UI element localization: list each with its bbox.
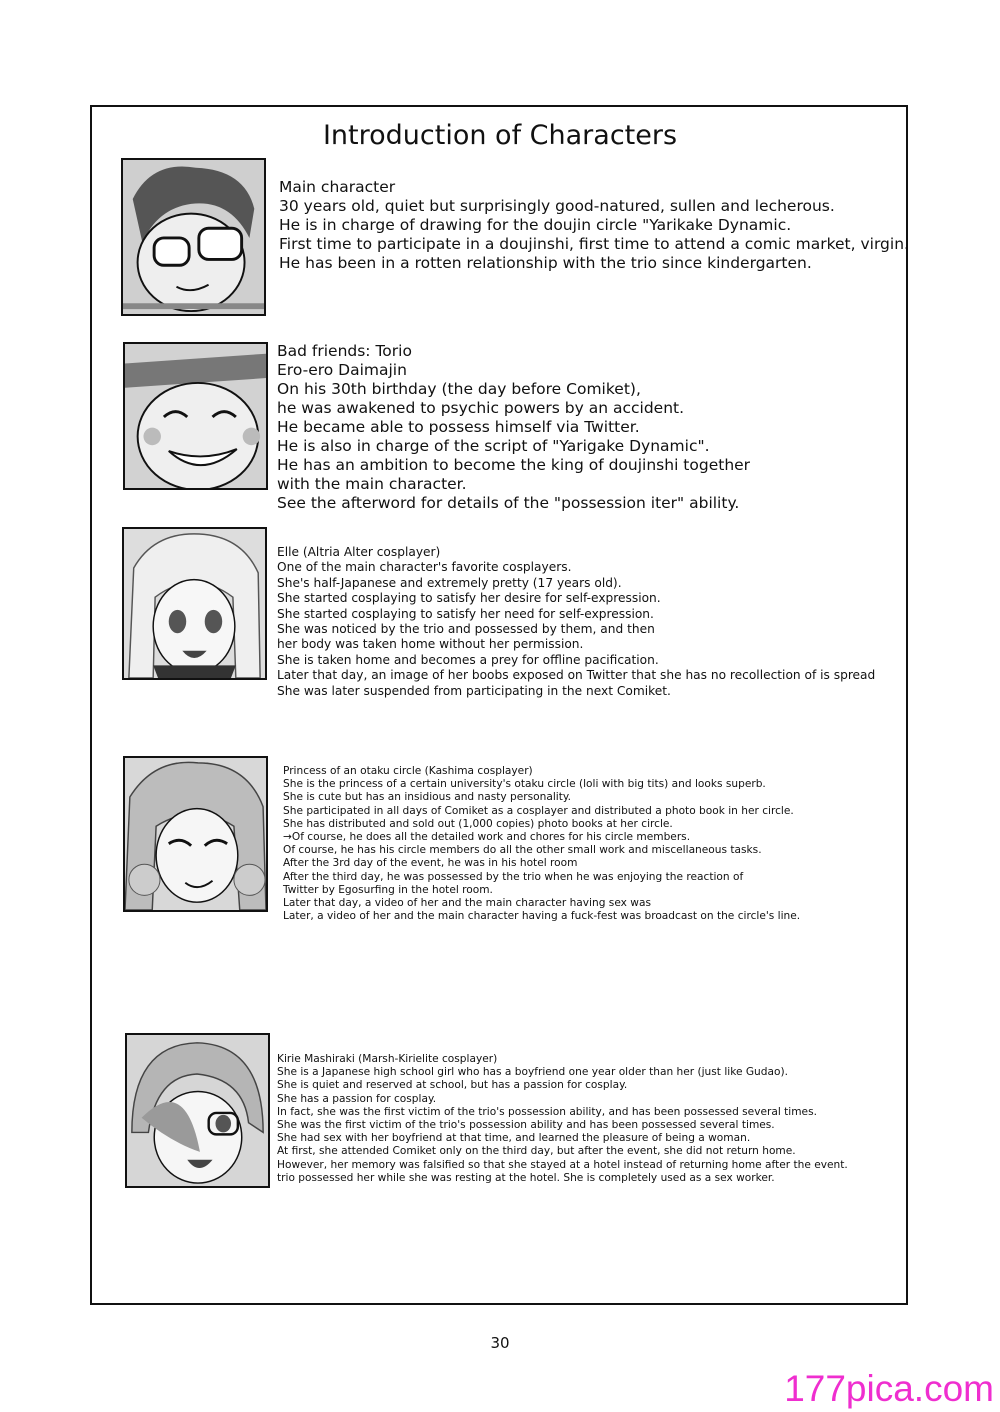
character-4-line: After the 3rd day of the event, he was in his hotel room bbox=[283, 857, 578, 870]
character-4-line: Princess of an otaku circle (Kashima cosplayer) bbox=[283, 765, 533, 777]
character-3-line: She started cosplaying to satisfy her desire for self-expression. bbox=[277, 591, 661, 606]
character-2-line: He is also in charge of the script of "Yarigake Dynamic". bbox=[277, 437, 710, 455]
character-4-line: She is the princess of a certain university's otaku circle (loli with big tits) and looks superb. bbox=[283, 778, 766, 791]
character-5-line: She had sex with her boyfriend at that time, and learned the pleasure of being a woman. bbox=[277, 1132, 751, 1145]
character-5-line: At first, she attended Comiket only on the third day, but after the event, she did not return home. bbox=[277, 1145, 796, 1158]
character-3-line: She started cosplaying to satisfy her need for self-expression. bbox=[277, 606, 654, 621]
character-4-line: After the third day, he was possessed by the trio when he was enjoying the reaction of bbox=[283, 870, 744, 883]
character-1-line: Main character bbox=[279, 178, 396, 196]
character-2-line: Ero-ero Daimajin bbox=[277, 361, 407, 379]
character-2-line: On his 30th birthday (the day before Comiket), bbox=[277, 380, 641, 398]
character-5-line: In fact, she was the first victim of the trio's possession ability, and has been possessed several times. bbox=[277, 1105, 817, 1118]
page-title: Introduction of Characters bbox=[322, 120, 678, 151]
character-2-line: He has an ambition to become the king of doujinshi together bbox=[277, 456, 751, 474]
character-4-line: Later, a video of her and the main character having a fuck-fest was broadcast on the circle's line. bbox=[283, 910, 801, 923]
character-5-line: However, her memory was falsified so that she stayed at a hotel instead of returning home after the event. bbox=[277, 1158, 848, 1171]
portrait-grinning-man-icon bbox=[123, 342, 268, 490]
character-3-description bbox=[277, 545, 875, 699]
character-4-line: Later that day, a video of her and the main character having sex was bbox=[283, 897, 651, 910]
character-2-line: he was awakened to psychic powers by an accident. bbox=[277, 399, 685, 417]
portrait-glasses-man-icon bbox=[121, 158, 266, 316]
character-3-line: She's half-Japanese and extremely pretty (17 years old). bbox=[277, 575, 622, 590]
character-3-line: She is taken home and becomes a prey for offline pacification. bbox=[277, 652, 659, 667]
character-5-line: She has a passion for cosplay. bbox=[277, 1092, 437, 1105]
character-3-line: She was later suspended from participating in the next Comiket. bbox=[277, 683, 671, 698]
character-4-line: She participated in all days of Comiket as a cosplayer and distributed a photo book in her circle. bbox=[283, 804, 794, 817]
character-4-line: Of course, he has his circle members do all the other small work and miscellaneous tasks. bbox=[283, 844, 762, 857]
character-2-line: Bad friends: Torio bbox=[277, 342, 412, 360]
character-1-line: 30 years old, quiet but surprisingly good-natured, sullen and lecherous. bbox=[279, 197, 835, 215]
character-2-line: See the afterword for details of the "possession iter" ability. bbox=[277, 494, 740, 512]
character-4-line: She is cute but has an insidious and nasty personality. bbox=[283, 791, 572, 804]
character-5-line: She was the first victim of the trio's possession ability and has been possessed several times. bbox=[277, 1119, 775, 1132]
character-1-line: First time to participate in a doujinshi, first time to attend a comic market, virgin. bbox=[279, 235, 909, 253]
character-4-line: Twitter by Egosurfing in the hotel room. bbox=[283, 883, 493, 896]
character-3-line: She was noticed by the trio and possessed by them, and then bbox=[277, 622, 655, 637]
portrait-cosplayer-kirie-icon bbox=[125, 1033, 270, 1188]
page-number: 30 bbox=[490, 1334, 510, 1352]
portrait-cosplayer-kashima-icon bbox=[123, 756, 268, 912]
character-5-description bbox=[277, 1053, 848, 1185]
character-2-line: He became able to possess himself via Twitter. bbox=[277, 418, 640, 436]
character-1-line: He has been in a rotten relationship with the trio since kindergarten. bbox=[279, 254, 812, 272]
character-3-line: One of the main character's favorite cosplayers. bbox=[277, 560, 572, 575]
character-1-line: He is in charge of drawing for the doujin circle "Yarikake Dynamic. bbox=[279, 216, 792, 234]
character-3-line: her body was taken home without her permission. bbox=[277, 637, 584, 652]
character-4-description bbox=[283, 765, 800, 923]
character-5-line: She is quiet and reserved at school, but has a passion for cosplay. bbox=[277, 1079, 628, 1092]
character-5-line: trio possessed her while she was resting at the hotel. She is completely used as a sex worker. bbox=[277, 1171, 775, 1184]
character-3-line: Later that day, an image of her boobs exposed on Twitter that she has no recollection of is spread bbox=[277, 668, 876, 683]
character-2-description bbox=[277, 342, 750, 513]
character-3-line: Elle (Altria Alter cosplayer) bbox=[277, 545, 441, 559]
character-4-line: →Of course, he does all the detailed work and chores for his circle members. bbox=[283, 831, 691, 844]
watermark-logo: 177pica.com bbox=[784, 1368, 994, 1409]
character-5-line: Kirie Mashiraki (Marsh-Kirielite cosplayer) bbox=[277, 1053, 498, 1065]
character-2-line: with the main character. bbox=[277, 475, 467, 493]
character-1-description bbox=[279, 178, 909, 273]
character-4-line: She has distributed and sold out (1,000 copies) photo books at her circle. bbox=[283, 817, 673, 830]
character-5-line: She is a Japanese high school girl who has a boyfriend one year older than her (just like Gudao). bbox=[277, 1066, 788, 1079]
portrait-cosplayer-elle-icon bbox=[122, 527, 267, 680]
